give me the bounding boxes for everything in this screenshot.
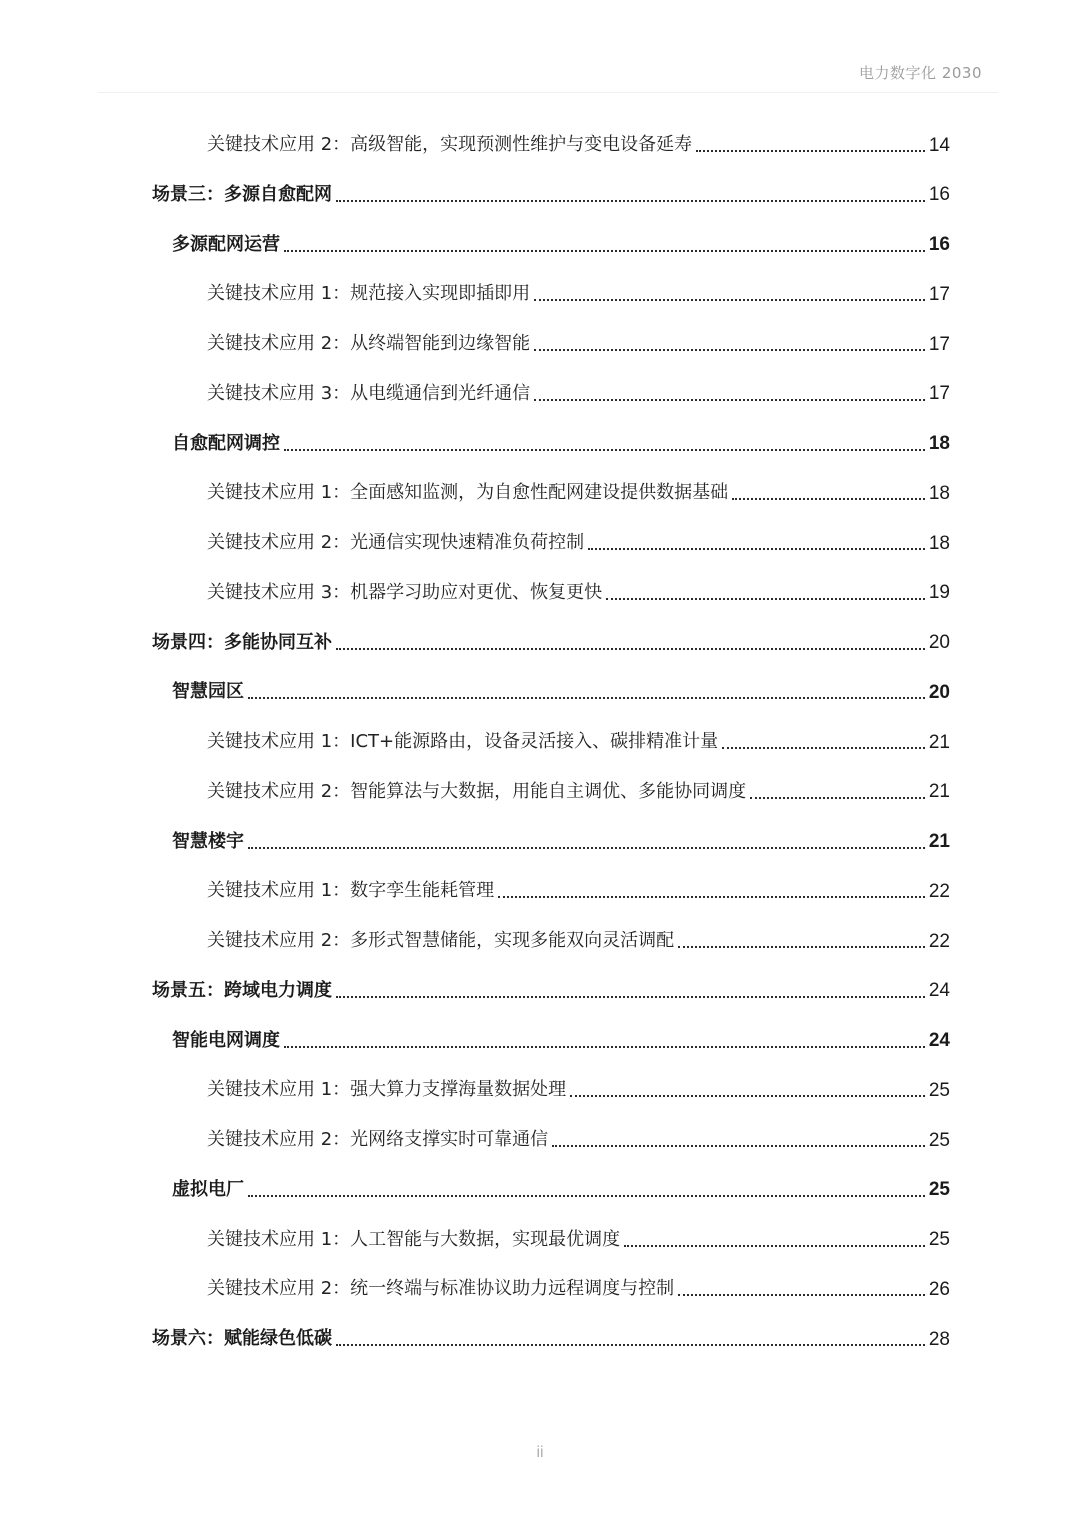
toc-page-number: 18 [928, 532, 950, 554]
toc-entry-title: 自愈配网调控 [172, 432, 280, 454]
toc-entry-content [207, 866, 950, 916]
toc-entry[interactable] [0, 170, 1080, 220]
dot-leader [336, 996, 925, 998]
toc-entry[interactable] [0, 1264, 1080, 1314]
toc-entry[interactable] [0, 269, 1080, 319]
toc-entry-content [207, 1115, 950, 1165]
toc-entry-title: 关键技术应用 1：人工智能与大数据，实现最优调度 [207, 1228, 621, 1250]
toc-page-number: 21 [928, 781, 950, 803]
toc-entry-title: 场景六：赋能绿色低碳 [152, 1328, 332, 1349]
toc-entry-title: 关键技术应用 2：多形式智慧储能，实现多能双向灵活调配 [207, 930, 675, 951]
toc-page-number: 16 [928, 184, 950, 206]
dot-leader [248, 847, 925, 849]
toc-entry[interactable] [0, 468, 1080, 518]
toc-entry-content [207, 518, 950, 568]
toc-page-number: 24 [928, 980, 950, 1002]
toc-entry[interactable] [0, 966, 1080, 1016]
dot-leader [284, 449, 925, 451]
dot-leader [570, 1095, 925, 1097]
toc-entry-content [172, 1165, 950, 1215]
toc-page-number: 16 [928, 234, 950, 255]
toc-entry-title: 关键技术应用 1：数字孪生能耗管理 [207, 880, 495, 902]
toc-entry[interactable] [0, 1016, 1080, 1066]
dot-leader [336, 1344, 925, 1346]
toc-entry-title: 多源配网运营 [172, 233, 280, 255]
dot-leader [722, 747, 925, 749]
toc-entry-content [152, 618, 950, 668]
toc-entry-title: 智能电网调度 [172, 1029, 280, 1051]
dot-leader [552, 1145, 925, 1147]
dot-leader [678, 946, 925, 948]
toc-entry-title: 智慧楼宇 [172, 830, 244, 852]
toc-entry[interactable] [0, 419, 1080, 469]
toc-entry[interactable] [0, 220, 1080, 270]
dot-leader [534, 349, 925, 351]
toc-entry-content [207, 319, 950, 369]
toc-entry-content [207, 568, 950, 618]
toc-page-number: 24 [928, 1030, 950, 1051]
toc-page-number: 25 [928, 1129, 950, 1151]
dot-leader [732, 498, 925, 500]
toc-entry[interactable] [0, 1065, 1080, 1115]
toc-entry-title: 关键技术应用 2：统一终端与标准协议助力远程调度与控制 [207, 1278, 675, 1300]
toc-entry-content [207, 767, 950, 817]
dot-leader [534, 299, 925, 301]
toc-entry-content [207, 1215, 950, 1265]
toc-entry-content [207, 369, 950, 419]
toc-entry[interactable] [0, 1165, 1080, 1215]
toc-page-number: 28 [928, 1328, 950, 1350]
toc-entry-content [207, 1264, 950, 1314]
toc-entry-content [207, 120, 950, 170]
dot-leader [534, 399, 925, 401]
toc-page-number: 20 [928, 632, 950, 653]
toc-page-number: 18 [928, 482, 950, 504]
header-title: 电力数字化 2030 [859, 64, 982, 82]
toc-page-number: 17 [928, 383, 950, 405]
toc-entry-title: 智慧园区 [172, 681, 244, 703]
toc-entry-title: 虚拟电厂 [172, 1178, 244, 1200]
toc-entry-title: 关键技术应用 3：机器学习助应对更优、恢复更快 [207, 581, 603, 603]
toc-entry-title: 关键技术应用 2：光通信实现快速精准负荷控制 [207, 532, 585, 553]
footer-page-number: ii [536, 1444, 544, 1461]
toc-entry[interactable] [0, 1115, 1080, 1165]
toc-entry-title: 关键技术应用 2：智能算法与大数据，用能自主调优、多能协同调度 [207, 780, 747, 802]
toc-entry-title: 关键技术应用 1：全面感知监测，为自愈性配网建设提供数据基础 [207, 482, 729, 504]
toc-page-number: 25 [928, 1179, 950, 1201]
toc-page-number: 19 [928, 582, 950, 604]
toc-entry-content [207, 269, 950, 319]
toc-entry-title: 场景五：跨域电力调度 [152, 979, 332, 1001]
toc-entry-title: 关键技术应用 1：强大算力支撑海量数据处理 [207, 1079, 567, 1101]
toc-page-number: 17 [928, 283, 950, 305]
toc-entry-content [207, 717, 950, 767]
dot-leader [284, 250, 925, 252]
toc-entry[interactable] [0, 817, 1080, 867]
toc-page-number: 20 [928, 681, 950, 703]
toc-page-number: 14 [928, 134, 950, 156]
dot-leader [336, 200, 925, 202]
dot-leader [336, 648, 925, 650]
dot-leader [498, 896, 925, 898]
toc-page-number: 17 [928, 333, 950, 355]
toc-entry[interactable] [0, 319, 1080, 369]
toc-entry-content [172, 419, 950, 469]
dot-leader [588, 548, 925, 550]
toc-entry-title: 关键技术应用 3：从电缆通信到光纤通信 [207, 382, 531, 404]
toc-entry-content [172, 1016, 950, 1066]
dot-leader [284, 1046, 925, 1048]
dot-leader [624, 1245, 925, 1247]
toc-page-number: 21 [928, 731, 950, 753]
toc-entry[interactable] [0, 767, 1080, 817]
toc-entry-content [207, 916, 950, 966]
dot-leader [696, 150, 925, 152]
toc-page-number: 22 [928, 880, 950, 902]
dot-leader [248, 1195, 925, 1197]
toc-entry-content [207, 468, 950, 518]
toc-entry[interactable] [0, 518, 1080, 568]
toc-entry-content [172, 817, 950, 867]
toc-entry-content [152, 170, 950, 220]
toc-entry-title: 关键技术应用 1：规范接入实现即插即用 [207, 283, 531, 305]
toc-entry[interactable] [0, 369, 1080, 419]
toc-page-number: 18 [928, 433, 950, 454]
toc-entry[interactable] [0, 667, 1080, 717]
toc-entry-title: 场景三：多源自愈配网 [152, 183, 332, 205]
toc-entry-content [172, 220, 950, 270]
toc-entry-title: 关键技术应用 2：光网络支撑实时可靠通信 [207, 1129, 549, 1150]
dot-leader [606, 598, 925, 600]
dot-leader [678, 1294, 925, 1296]
toc-page-number: 25 [928, 1079, 950, 1101]
toc-entry-content [152, 1314, 950, 1364]
toc-entry-content [207, 1065, 950, 1115]
toc-page-number: 21 [928, 831, 950, 852]
toc-entry[interactable] [0, 916, 1080, 966]
toc-entry-content [152, 966, 950, 1016]
dot-leader [750, 797, 925, 799]
toc-entry-title: 关键技术应用 2：从终端智能到边缘智能 [207, 333, 531, 354]
toc-entry-title: 场景四：多能协同互补 [152, 631, 332, 653]
toc-entry-content [172, 667, 950, 717]
dot-leader [248, 697, 925, 699]
toc-entry[interactable] [0, 120, 1080, 170]
toc-entry-title: 关键技术应用 1：ICT+能源路由，设备灵活接入、碳排精准计量 [207, 731, 719, 752]
toc-entry[interactable] [0, 717, 1080, 767]
toc-page-number: 22 [928, 930, 950, 952]
toc-entry-title: 关键技术应用 2：高级智能，实现预测性维护与变电设备延寿 [207, 134, 693, 155]
toc-entry[interactable] [0, 568, 1080, 618]
header-divider [98, 92, 998, 93]
toc-entry[interactable] [0, 866, 1080, 916]
toc-entry[interactable] [0, 618, 1080, 668]
toc-page-number: 25 [928, 1229, 950, 1250]
toc-entry[interactable] [0, 1314, 1080, 1364]
toc-entry[interactable] [0, 1215, 1080, 1265]
toc-page-number: 26 [928, 1278, 950, 1300]
